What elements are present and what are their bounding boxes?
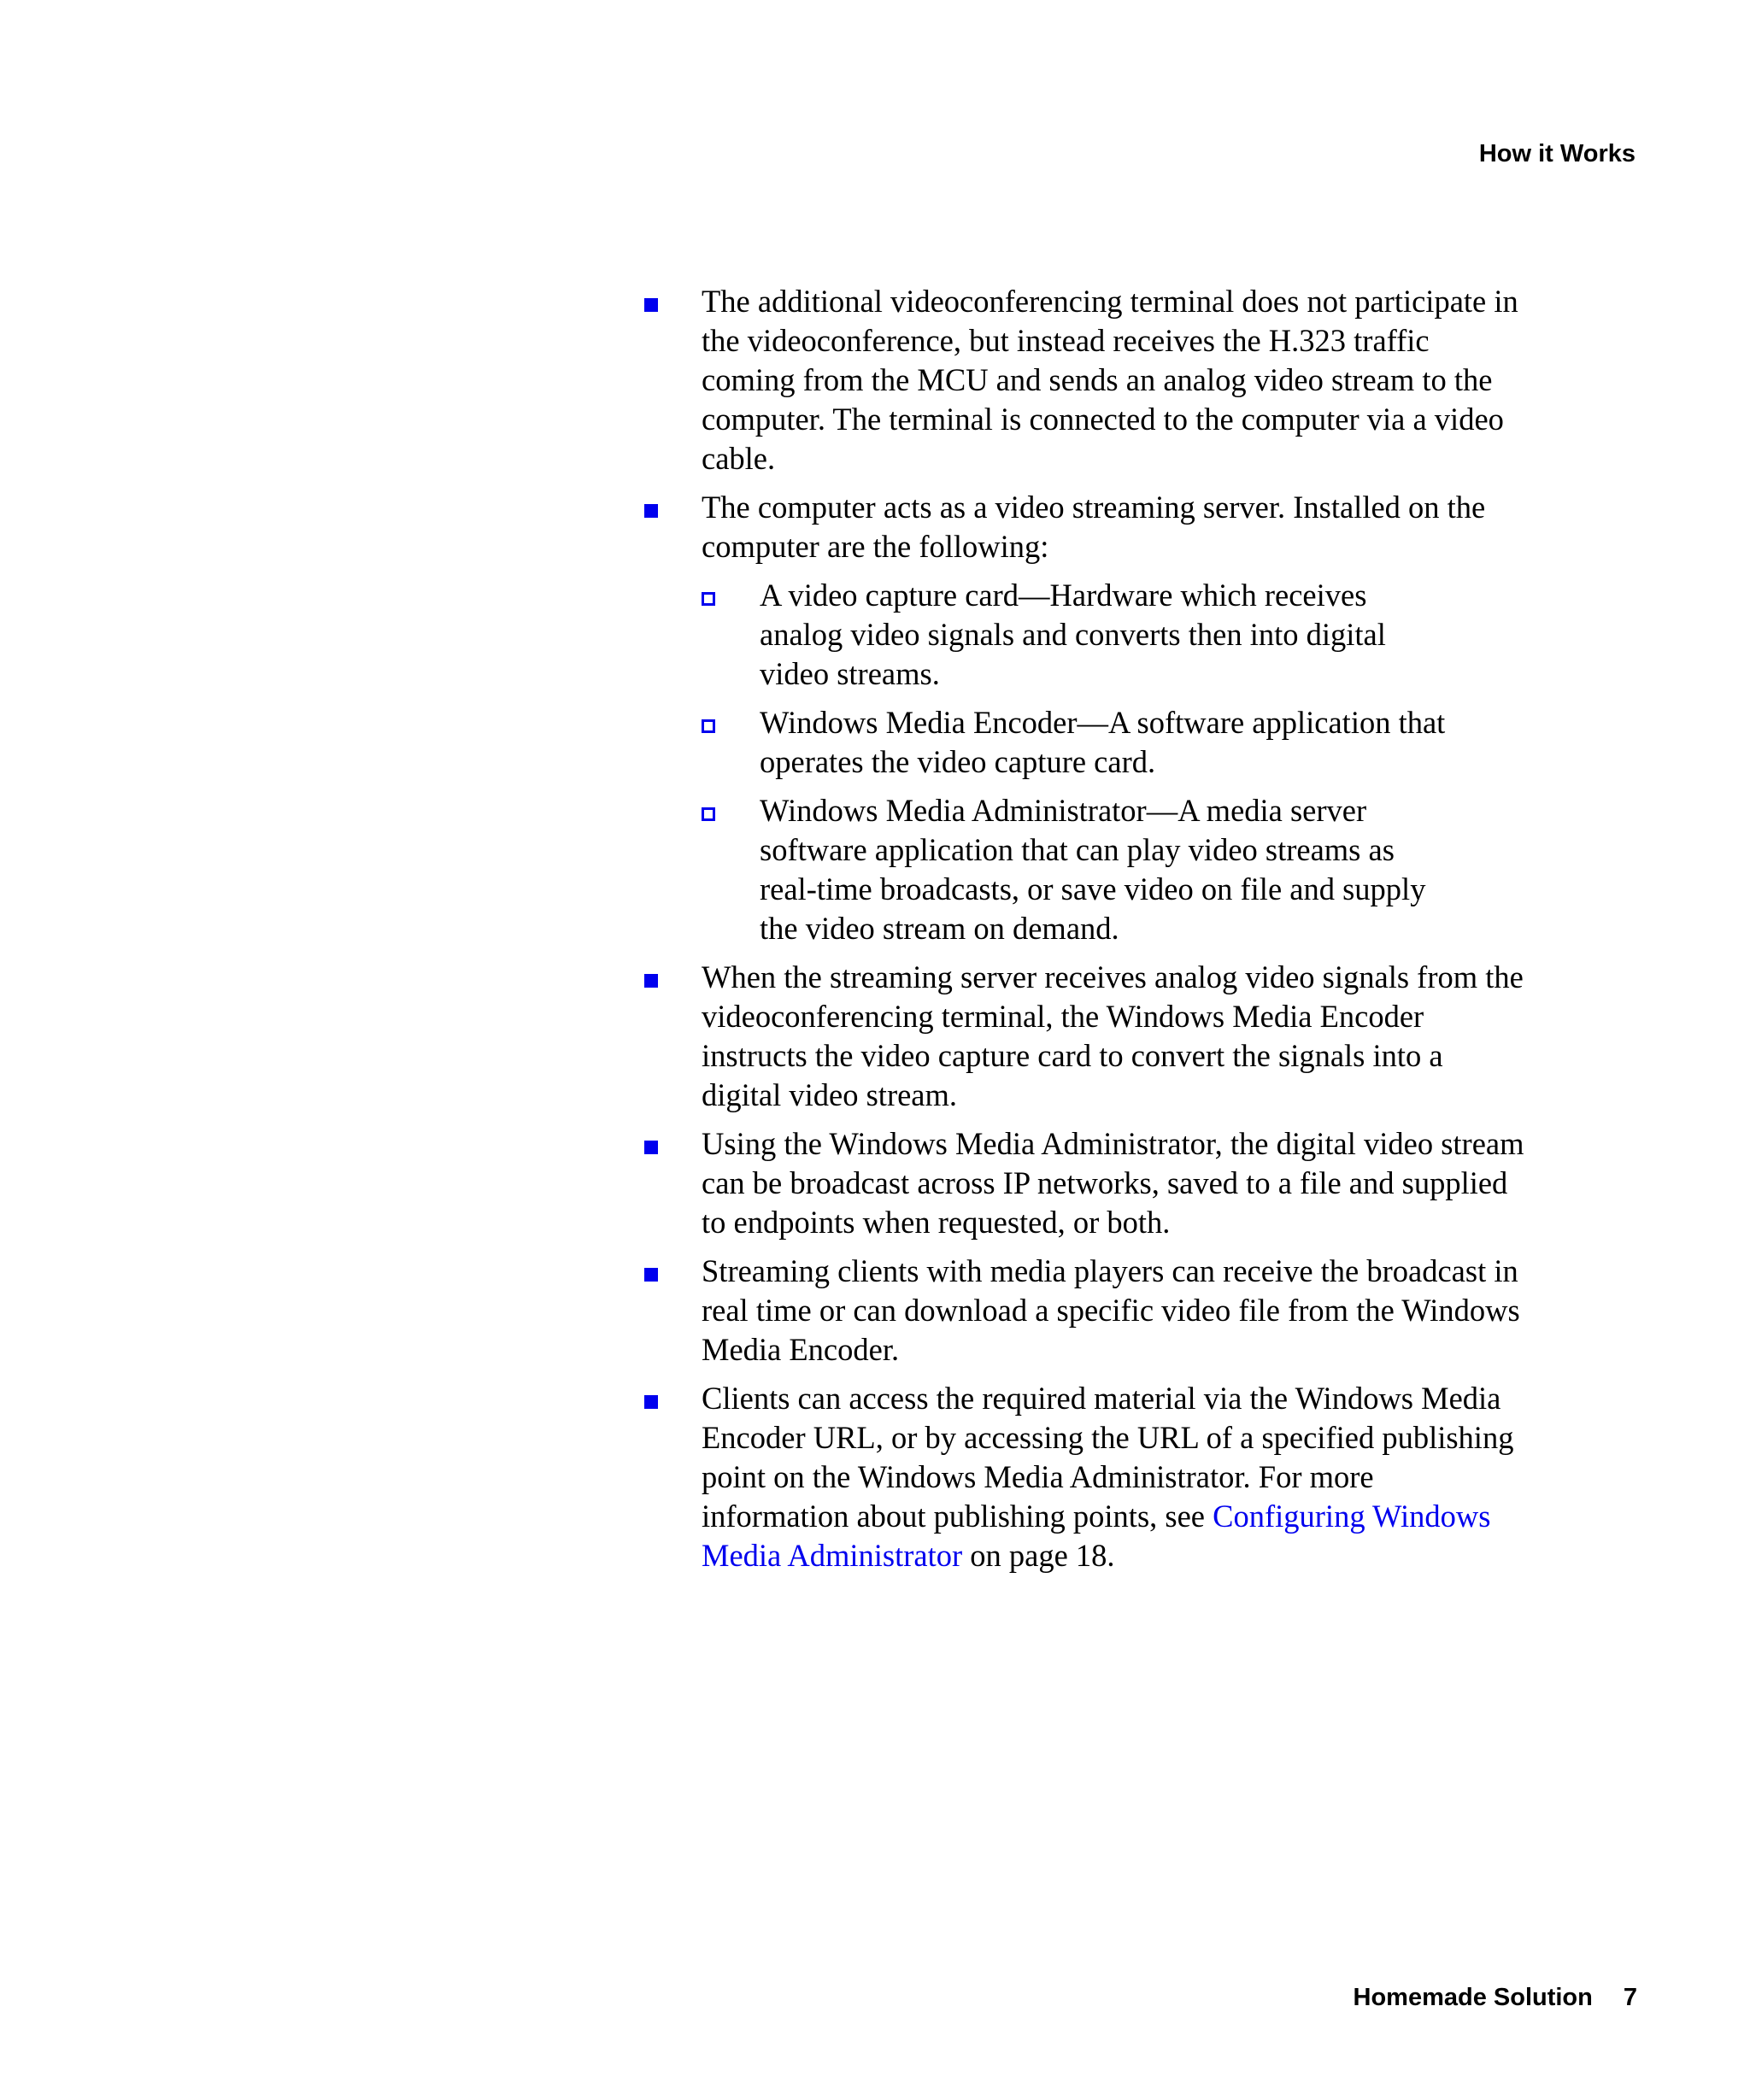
bullet-text: The additional videoconferencing terminal does not participate in the videoconference, but instead receives the H.323 traffic coming from the MCU and sends an analog video stream to the computer. The terminal is connected to the computer via a video cable. (702, 284, 1518, 476)
bullet-item (644, 1379, 1524, 1575)
hollow-square-bullet-icon (702, 807, 715, 821)
bullet-text: When the streaming server receives analog video signals from the videoconferencing terminal, the Windows Media Encoder instructs the video capture card to convert the signals into a digital video stream. (702, 959, 1524, 1112)
sub-bullet-text: A video capture card—Hardware which receives analog video signals and converts then into digital video streams. (760, 578, 1386, 691)
page-number: 7 (1623, 1984, 1637, 2011)
running-header: How it Works (1478, 140, 1635, 167)
bullet-item (644, 958, 1524, 1115)
sub-bullet-text: Windows Media Encoder—A software application that operates the video capture card. (760, 705, 1446, 779)
bullet-text-after-link: on page 18. (962, 1538, 1115, 1573)
sub-bullet-list (702, 576, 1524, 948)
bullet-item (644, 282, 1524, 478)
filled-square-bullet-icon (644, 1268, 658, 1282)
sub-bullet-item (702, 703, 1452, 782)
footer-section-title: Homemade Solution (1353, 1984, 1593, 2011)
hollow-square-bullet-icon (702, 719, 715, 733)
main-content (644, 282, 1524, 1585)
bullet-item (644, 488, 1524, 948)
filled-square-bullet-icon (644, 974, 658, 988)
bullet-text: The computer acts as a video streaming server. Installed on the computer are the following: (702, 490, 1486, 564)
bullet-text: Using the Windows Media Administrator, the digital video stream can be broadcast across IP networks, saved to a file and supplied to endpoints when requested, or both. (702, 1126, 1524, 1240)
filled-square-bullet-icon (644, 298, 658, 312)
sub-bullet-text: Windows Media Administrator—A media server software application that can play video streams as real-time broadcasts, or save video on file and supply the video stream on demand. (760, 793, 1426, 946)
hollow-square-bullet-icon (702, 592, 715, 606)
bullet-text-before-link: Clients can access the required material via the Windows Media Encoder URL, or by accessing the URL of a specified publishing point on the Windows Media Administrator. For more information about publishing points, see (702, 1381, 1514, 1534)
bullet-item (644, 1252, 1524, 1370)
bullet-text: Streaming clients with media players can receive the broadcast in real time or can download a specific video file from the Windows Media Encoder. (702, 1253, 1520, 1367)
page-footer (1354, 1982, 1638, 2013)
filled-square-bullet-icon (644, 1141, 658, 1154)
filled-square-bullet-icon (644, 1395, 658, 1409)
sub-bullet-item (702, 576, 1452, 694)
filled-square-bullet-icon (644, 504, 658, 518)
sub-bullet-item (702, 791, 1452, 948)
configuring-wma-link[interactable]: Configuring Windows Media Administrator (702, 1499, 1491, 1573)
bullet-item (644, 1124, 1524, 1242)
